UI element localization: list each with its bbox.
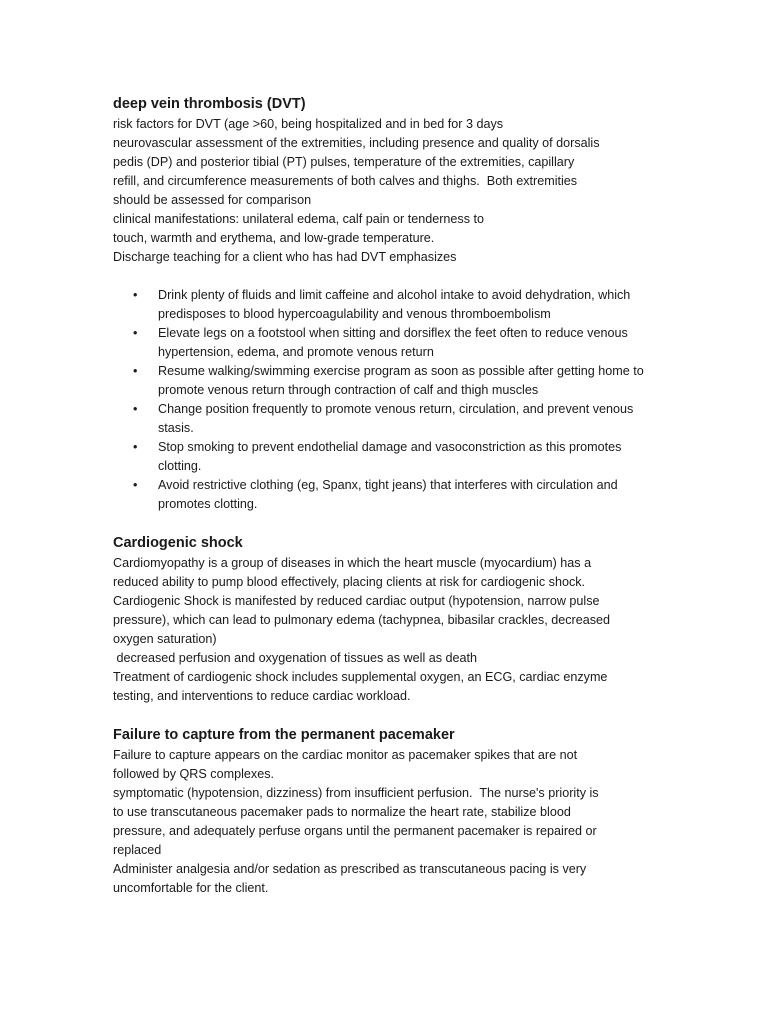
- pacemaker-line: followed by QRS complexes.: [113, 767, 274, 781]
- list-item: [113, 400, 658, 438]
- bullet-icon: •: [133, 402, 138, 416]
- list-item-text: Resume walking/swimming exercise program as soon as possible after getting home to promote venous return through contraction of calf and thigh muscles: [158, 364, 644, 397]
- list-item: [113, 438, 658, 476]
- list-item: [113, 362, 658, 400]
- cardiogenic-line: decreased perfusion and oxygenation of tissues as well as death: [113, 651, 478, 665]
- dvt-line: pedis (DP) and posterior tibial (PT) pulses, temperature of the extremities, capillary: [113, 155, 575, 169]
- bullet-icon: •: [133, 478, 138, 492]
- cardiogenic-line: reduced ability to pump blood effectively, placing clients at risk for cardiogenic shock.: [113, 575, 586, 589]
- list-item: [113, 286, 658, 324]
- dvt-line: Discharge teaching for a client who has had DVT emphasizes: [113, 250, 457, 264]
- cardiogenic-shock-heading: Cardiogenic shock: [113, 535, 243, 551]
- pacemaker-section: [113, 724, 658, 898]
- pacemaker-heading: Failure to capture from the permanent pacemaker: [113, 727, 455, 743]
- dvt-line: risk factors for DVT (age >60, being hospitalized and in bed for 3 days: [113, 117, 504, 131]
- spacer: [113, 267, 658, 286]
- dvt-line: touch, warmth and erythema, and low-grade temperature.: [113, 231, 435, 245]
- dvt-line: clinical manifestations: unilateral edema, calf pain or tenderness to: [113, 212, 485, 226]
- dvt-line: refill, and circumference measurements of both calves and thighs. Both extremities: [113, 174, 578, 188]
- list-item-text: Change position frequently to promote venous return, circulation, and prevent venous stasis.: [158, 402, 634, 435]
- pacemaker-line: Administer analgesia and/or sedation as prescribed as transcutaneous pacing is very: [113, 862, 587, 876]
- cardiogenic-line: testing, and interventions to reduce cardiac workload.: [113, 689, 411, 703]
- list-item-text: Stop smoking to prevent endothelial damage and vasoconstriction as this promotes clotting.: [158, 440, 622, 473]
- dvt-line: neurovascular assessment of the extremities, including presence and quality of dorsalis: [113, 136, 600, 150]
- pacemaker-line: to use transcutaneous pacemaker pads to normalize the heart rate, stabilize blood: [113, 805, 571, 819]
- list-item: [113, 324, 658, 362]
- list-item-text: Avoid restrictive clothing (eg, Spanx, tight jeans) that interferes with circulation and promotes clotting.: [158, 478, 618, 511]
- cardiogenic-line: pressure), which can lead to pulmonary edema (tachypnea, bibasilar crackles, decreased: [113, 613, 611, 627]
- bullet-icon: •: [133, 440, 138, 454]
- dvt-heading: deep vein thrombosis (DVT): [113, 96, 306, 112]
- list-item: [113, 476, 658, 514]
- document-page: [113, 93, 658, 898]
- dvt-line: should be assessed for comparison: [113, 193, 312, 207]
- cardiogenic-shock-section: [113, 532, 658, 706]
- cardiogenic-line: Cardiogenic Shock is manifested by reduced cardiac output (hypotension, narrow pulse: [113, 594, 600, 608]
- bullet-icon: •: [133, 288, 138, 302]
- list-item-text: Drink plenty of fluids and limit caffeine and alcohol intake to avoid dehydration, which predisposes to blood hypercoagulability and venous thromboembolism: [158, 288, 631, 321]
- pacemaker-line: replaced: [113, 843, 162, 857]
- pacemaker-line: Failure to capture appears on the cardiac monitor as pacemaker spikes that are not: [113, 748, 578, 762]
- bullet-icon: •: [133, 326, 138, 340]
- cardiogenic-line: oxygen saturation): [113, 632, 217, 646]
- cardiogenic-line: Cardiomyopathy is a group of diseases in which the heart muscle (myocardium) has a: [113, 556, 592, 570]
- bullet-icon: •: [133, 364, 138, 378]
- cardiogenic-line: Treatment of cardiogenic shock includes supplemental oxygen, an ECG, cardiac enzyme: [113, 670, 608, 684]
- pacemaker-line: uncomfortable for the client.: [113, 881, 269, 895]
- discharge-teaching-list: [113, 286, 658, 514]
- pacemaker-line: pressure, and adequately perfuse organs until the permanent pacemaker is repaired or: [113, 824, 597, 838]
- pacemaker-line: symptomatic (hypotension, dizziness) from insufficient perfusion. The nurse's priority is: [113, 786, 599, 800]
- spacer: [113, 706, 658, 724]
- spacer: [113, 514, 658, 532]
- list-item-text: Elevate legs on a footstool when sitting and dorsiflex the feet often to reduce venous hypertension, edema, and promote venous return: [158, 326, 628, 359]
- dvt-section: [113, 93, 658, 514]
